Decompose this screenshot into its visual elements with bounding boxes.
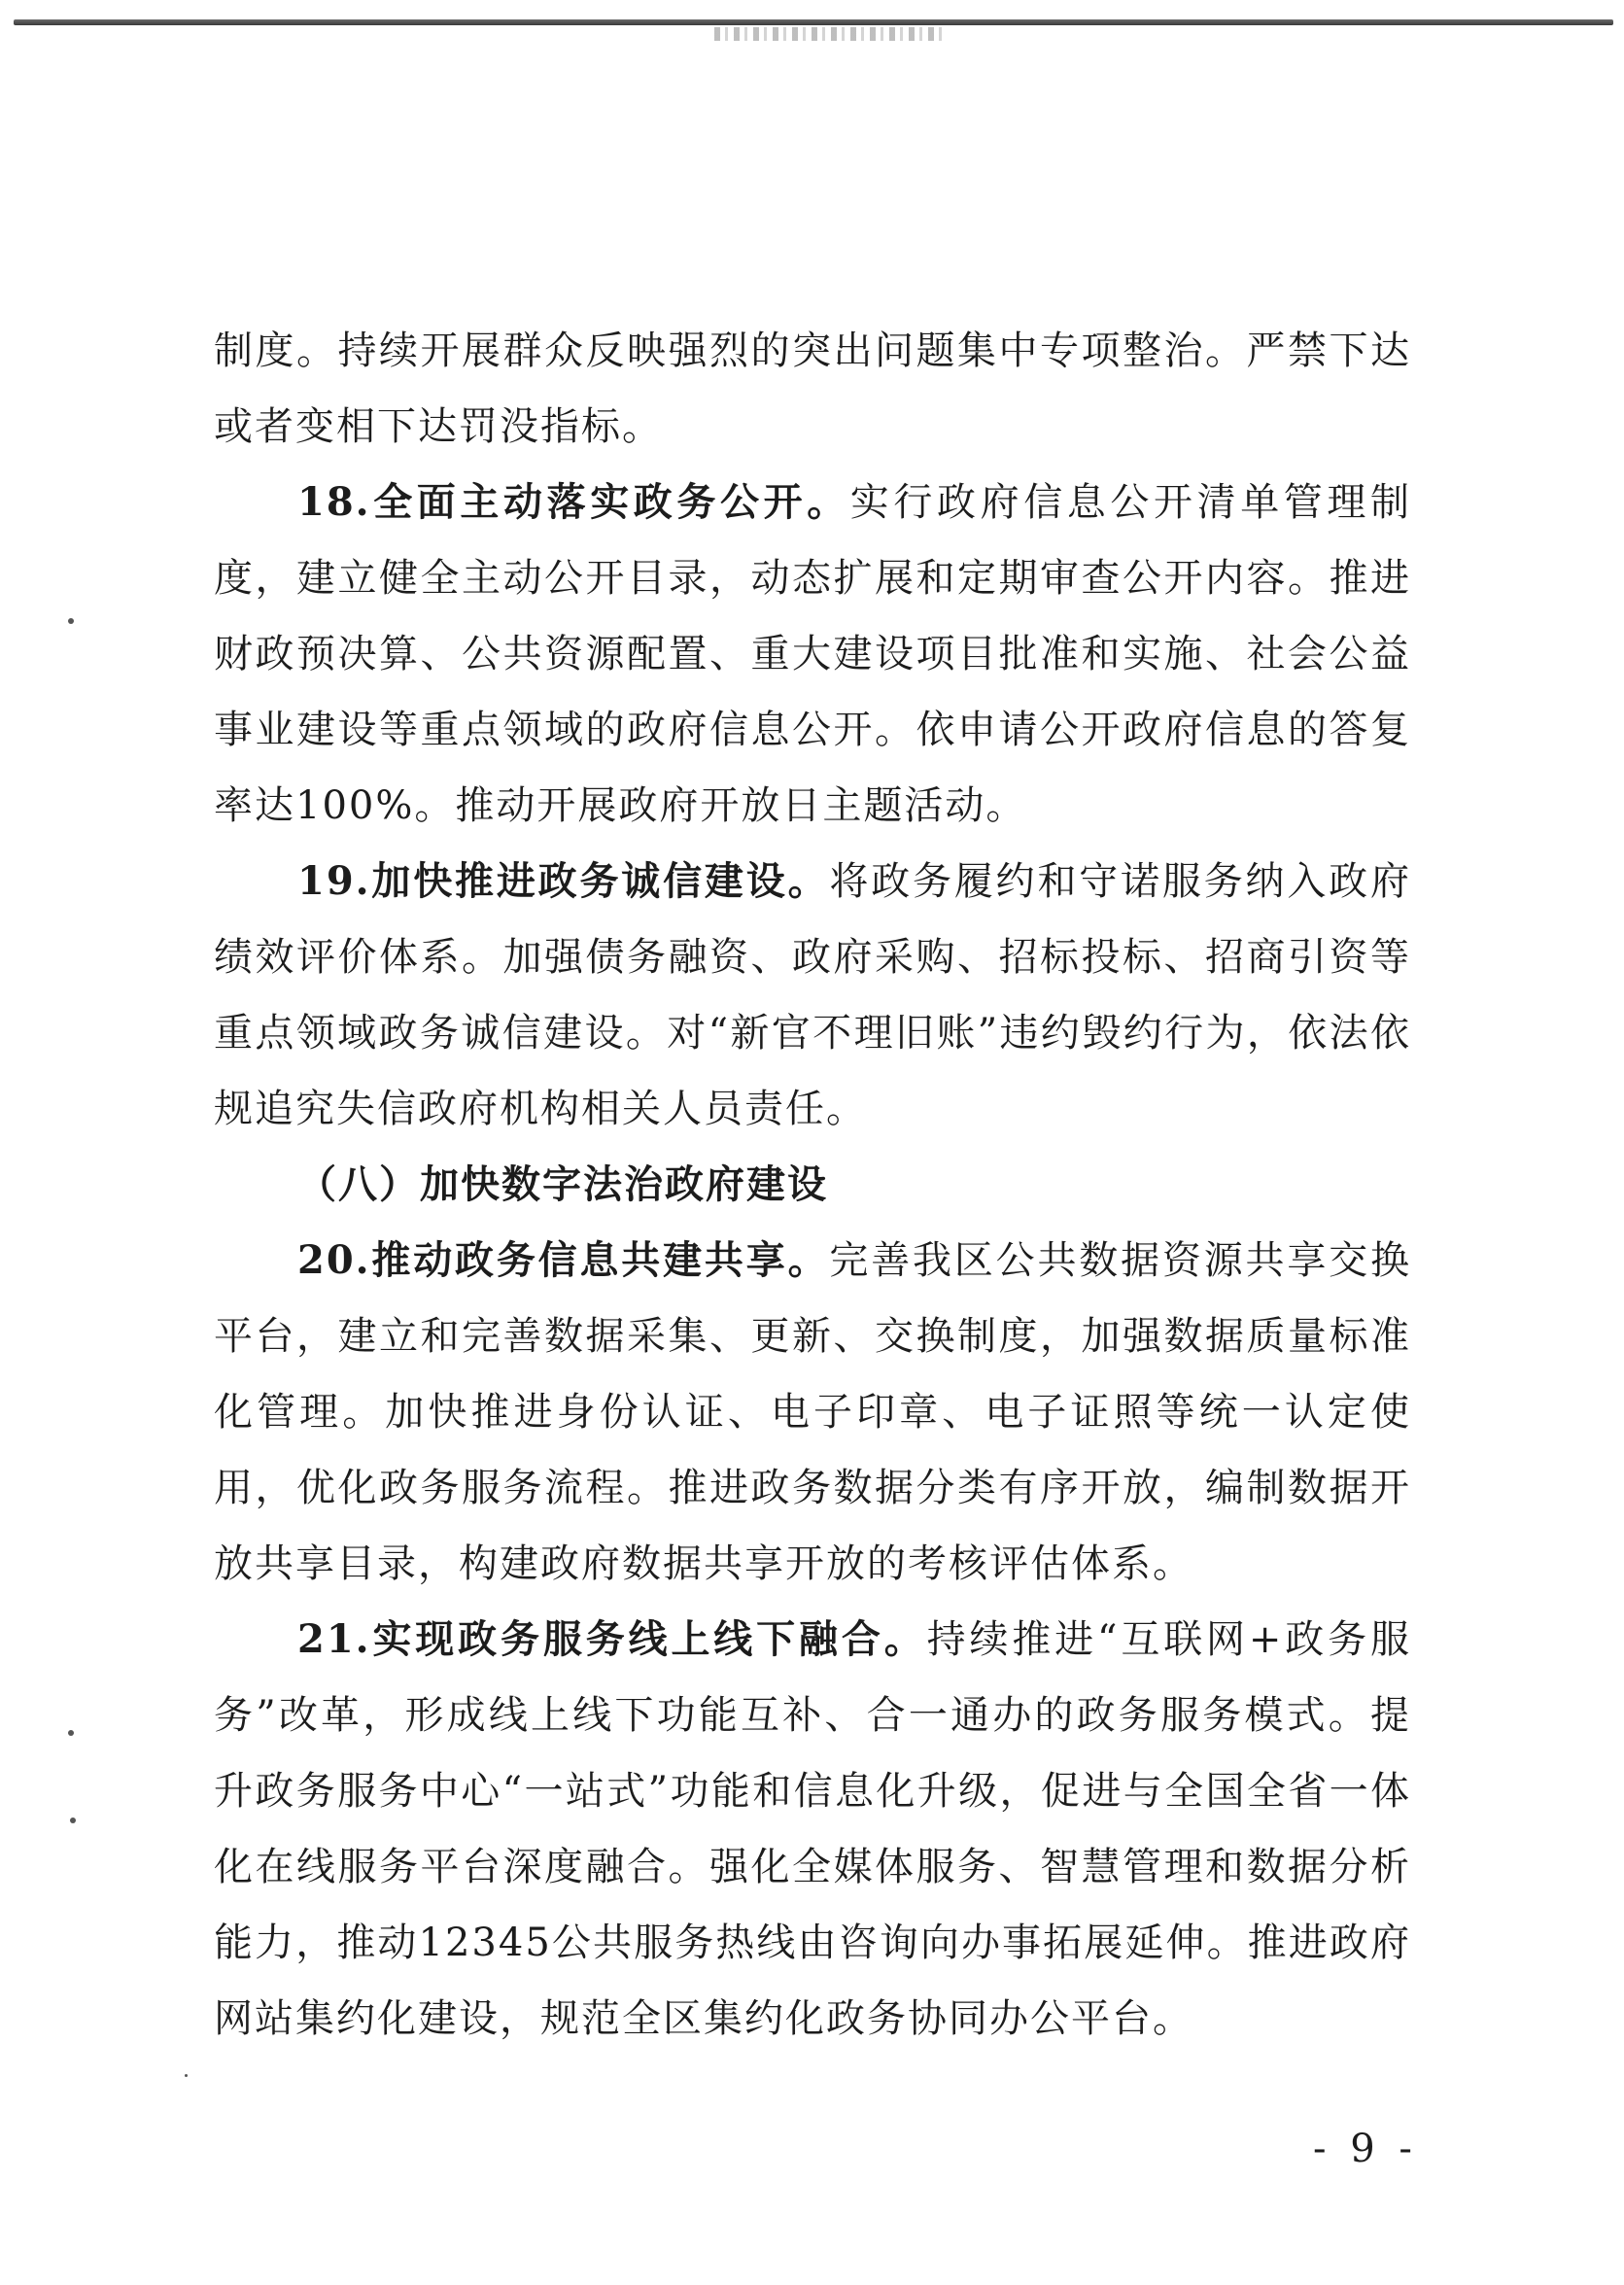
margin-dot: [68, 1730, 74, 1736]
paragraph-item-20: [214, 1223, 1411, 1602]
item-heading: 21.实现政务服务线上线下融合。: [297, 1616, 927, 1662]
margin-dot: [185, 2074, 188, 2077]
paragraph-text: 实行政府信息公开清单管理制度，建立健全主动公开目录，动态扩展和定期审查公开内容。推进财政预决算、公共资源配置、重大建设项目批准和实施、社会公益事业建设等重点领域的政府信息公开。依申请公开政府信息的答复率达100%。推动开展政府开放日主题活动。: [214, 480, 1411, 828]
item-heading: 18.全面主动落实政务公开。: [297, 479, 850, 525]
top-border-line: [14, 19, 1613, 25]
paragraph-item-19: [214, 844, 1411, 1147]
margin-dot: [68, 618, 74, 624]
scan-artifact: [714, 27, 943, 41]
page-number: - 9 -: [1313, 2127, 1418, 2171]
margin-dot: [70, 1818, 76, 1823]
paragraph-text: 将政务履约和守诺服务纳入政府绩效评价体系。加强债务融资、政府采购、招标投标、招商引资等重点领域政务诚信建设。对“新官不理旧账”违约毁约行为，依法依规追究失信政府机构相关人员责任。: [214, 859, 1412, 1131]
document-body: [214, 313, 1411, 2057]
paragraph-item-21: [214, 1602, 1411, 2057]
paragraph-continued: [214, 313, 1411, 465]
paragraph-text: 制度。持续开展群众反映强烈的突出问题集中专项整治。严禁下达或者变相下达罚没指标。: [214, 329, 1411, 449]
item-heading: 19.加快推进政务诚信建设。: [297, 858, 830, 904]
item-heading: 20.推动政务信息共建共享。: [297, 1237, 830, 1283]
paragraph-text: 持续推进“互联网+政务服务”改革，形成线上线下功能互补、合一通办的政务服务模式。提升政务服务中心“一站式”功能和信息化升级，促进与全国全省一体化在线服务平台深度融合。强化全媒体服务、智慧管理和数据分析能力，推动12345公共服务热线由咨询向办事拓展延伸。推进政府网站集约化建设，规范全区集约化政务协同办公平台。: [214, 1617, 1412, 2041]
paragraph-text: 完善我区公共数据资源共享交换平台，建立和完善数据采集、更新、交换制度，加强数据质量标准化管理。加快推进身份认证、电子印章、电子证照等统一认定使用，优化政务服务流程。推进政务数据分类有序开放，编制数据开放共享目录，构建政府数据共享开放的考核评估体系。: [214, 1238, 1412, 1586]
section-heading: （八）加快数字法治政府建设: [297, 1161, 828, 1207]
paragraph-item-18: [214, 465, 1411, 844]
